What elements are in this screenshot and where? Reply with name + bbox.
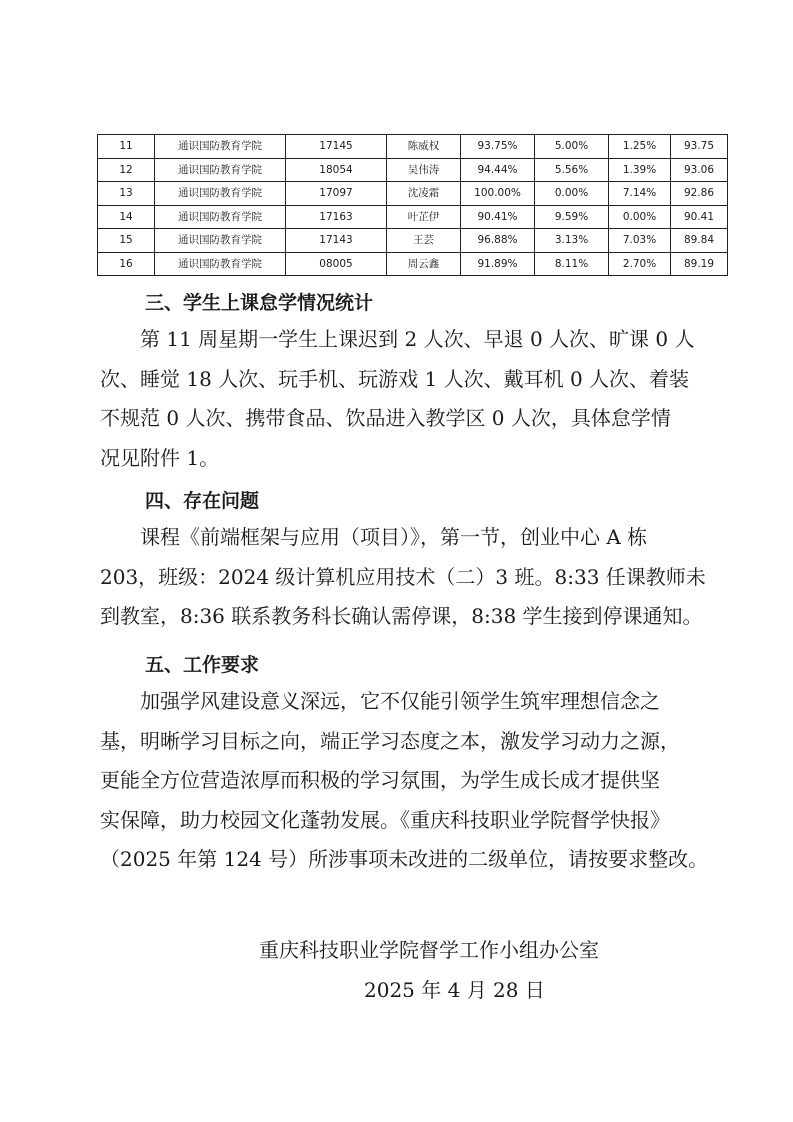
table-cell: 吴伟涛 <box>387 158 461 182</box>
paragraph-line: 基，明晰学习目标之向，端正学习态度之本，激发学习动力之源， <box>100 728 680 753</box>
table-cell: 5.56% <box>535 158 609 182</box>
paragraph-line: 课程《前端框架与应用（项目）》，第一节，创业中心 A 栋 <box>140 525 648 549</box>
table-cell: 陈威权 <box>387 135 461 159</box>
section-4-paragraph <box>100 518 706 637</box>
table-cell: 通识国防教育学院 <box>155 205 286 229</box>
table-cell: 0.00% <box>609 205 671 229</box>
table-cell: 16 <box>98 252 155 276</box>
section-3-heading: 三、学生上课怠学情况统计 <box>145 292 374 314</box>
table-cell: 1.25% <box>609 135 671 159</box>
table-cell: 93.75 <box>671 135 728 159</box>
section-5-heading: 五、工作要求 <box>145 654 260 676</box>
table-body <box>98 135 728 276</box>
paragraph-line: 不规范 0 人次、携带食品、饮品进入教学区 0 人次，具体怠学情 <box>100 406 671 431</box>
section-4-heading: 四、存在问题 <box>145 490 260 512</box>
table-cell: 89.19 <box>671 252 728 276</box>
table-cell: 13 <box>98 182 155 206</box>
table-cell: 94.44% <box>461 158 535 182</box>
table-row <box>98 252 728 276</box>
table-cell: 18054 <box>286 158 387 182</box>
table-cell: 14 <box>98 205 155 229</box>
table-cell: 9.59% <box>535 205 609 229</box>
table-row <box>98 205 728 229</box>
table-cell: 周云鑫 <box>387 252 461 276</box>
table-cell: 7.14% <box>609 182 671 206</box>
table-cell: 100.00% <box>461 182 535 206</box>
table-cell: 3.13% <box>535 229 609 253</box>
table-cell: 通识国防教育学院 <box>155 182 286 206</box>
signature-office: 重庆科技职业学院督学工作小组办公室 <box>259 938 599 962</box>
table-cell: 91.89% <box>461 252 535 276</box>
table-cell: 92.86 <box>671 182 728 206</box>
table-cell: 96.88% <box>461 229 535 253</box>
table-cell: 90.41 <box>671 205 728 229</box>
paragraph-line: 到教室，8:36 联系教务科长确认需停课，8:38 学生接到停课通知。 <box>100 604 703 629</box>
table-cell: 沈凌霜 <box>387 182 461 206</box>
table-cell: 通识国防教育学院 <box>155 158 286 182</box>
paragraph-line: 次、睡觉 18 人次、玩手机、玩游戏 1 人次、戴耳机 0 人次、着装 <box>100 366 690 391</box>
section-3-paragraph <box>100 320 698 478</box>
table-cell: 17163 <box>286 205 387 229</box>
table-cell: 11 <box>98 135 155 159</box>
table-cell: 90.41% <box>461 205 535 229</box>
paragraph-line: （2025 年第 124 号）所涉事项未改进的二级单位，请按要求整改。 <box>100 847 709 872</box>
paragraph-line: 实保障，助力校园文化蓬勃发展。《重庆科技职业学院督学快报》 <box>100 807 670 832</box>
table-cell: 12 <box>98 158 155 182</box>
table-cell: 17097 <box>286 182 387 206</box>
paragraph-line: 况见附件 1。 <box>100 445 220 470</box>
table-cell: 通识国防教育学院 <box>155 229 286 253</box>
table-cell: 93.06 <box>671 158 728 182</box>
table-cell: 93.75% <box>461 135 535 159</box>
table-cell: 通识国防教育学院 <box>155 252 286 276</box>
paragraph-line: 更能全方位营造浓厚而积极的学习氛围，为学生成长成才提供坚 <box>100 768 660 793</box>
signature-date: 2025 年 4 月 28 日 <box>364 978 545 1002</box>
table-cell: 08005 <box>286 252 387 276</box>
section-5-paragraph <box>100 682 709 880</box>
paragraph-line: 加强学风建设意义深远，它不仅能引领学生筑牢理想信念之 <box>140 689 660 713</box>
paragraph-line: 第 11 周星期一学生上课迟到 2 人次、早退 0 人次、旷课 0 人 <box>140 327 695 351</box>
table-row <box>98 135 728 159</box>
table-cell: 17143 <box>286 229 387 253</box>
table-cell: 7.03% <box>609 229 671 253</box>
table-row <box>98 229 728 253</box>
table-cell: 王芸 <box>387 229 461 253</box>
table-cell: 89.84 <box>671 229 728 253</box>
table-cell: 通识国防教育学院 <box>155 135 286 159</box>
table-cell: 17145 <box>286 135 387 159</box>
table-cell: 0.00% <box>535 182 609 206</box>
table-row <box>98 158 728 182</box>
table-cell: 5.00% <box>535 135 609 159</box>
table-cell: 叶芷伊 <box>387 205 461 229</box>
table-cell: 15 <box>98 229 155 253</box>
table-row <box>98 182 728 206</box>
ranking-table <box>97 134 728 276</box>
table-cell: 8.11% <box>535 252 609 276</box>
table-cell: 2.70% <box>609 252 671 276</box>
paragraph-line: 203，班级：2024 级计算机应用技术（二）3 班。8:33 任课教师未 <box>100 564 706 589</box>
table-cell: 1.39% <box>609 158 671 182</box>
